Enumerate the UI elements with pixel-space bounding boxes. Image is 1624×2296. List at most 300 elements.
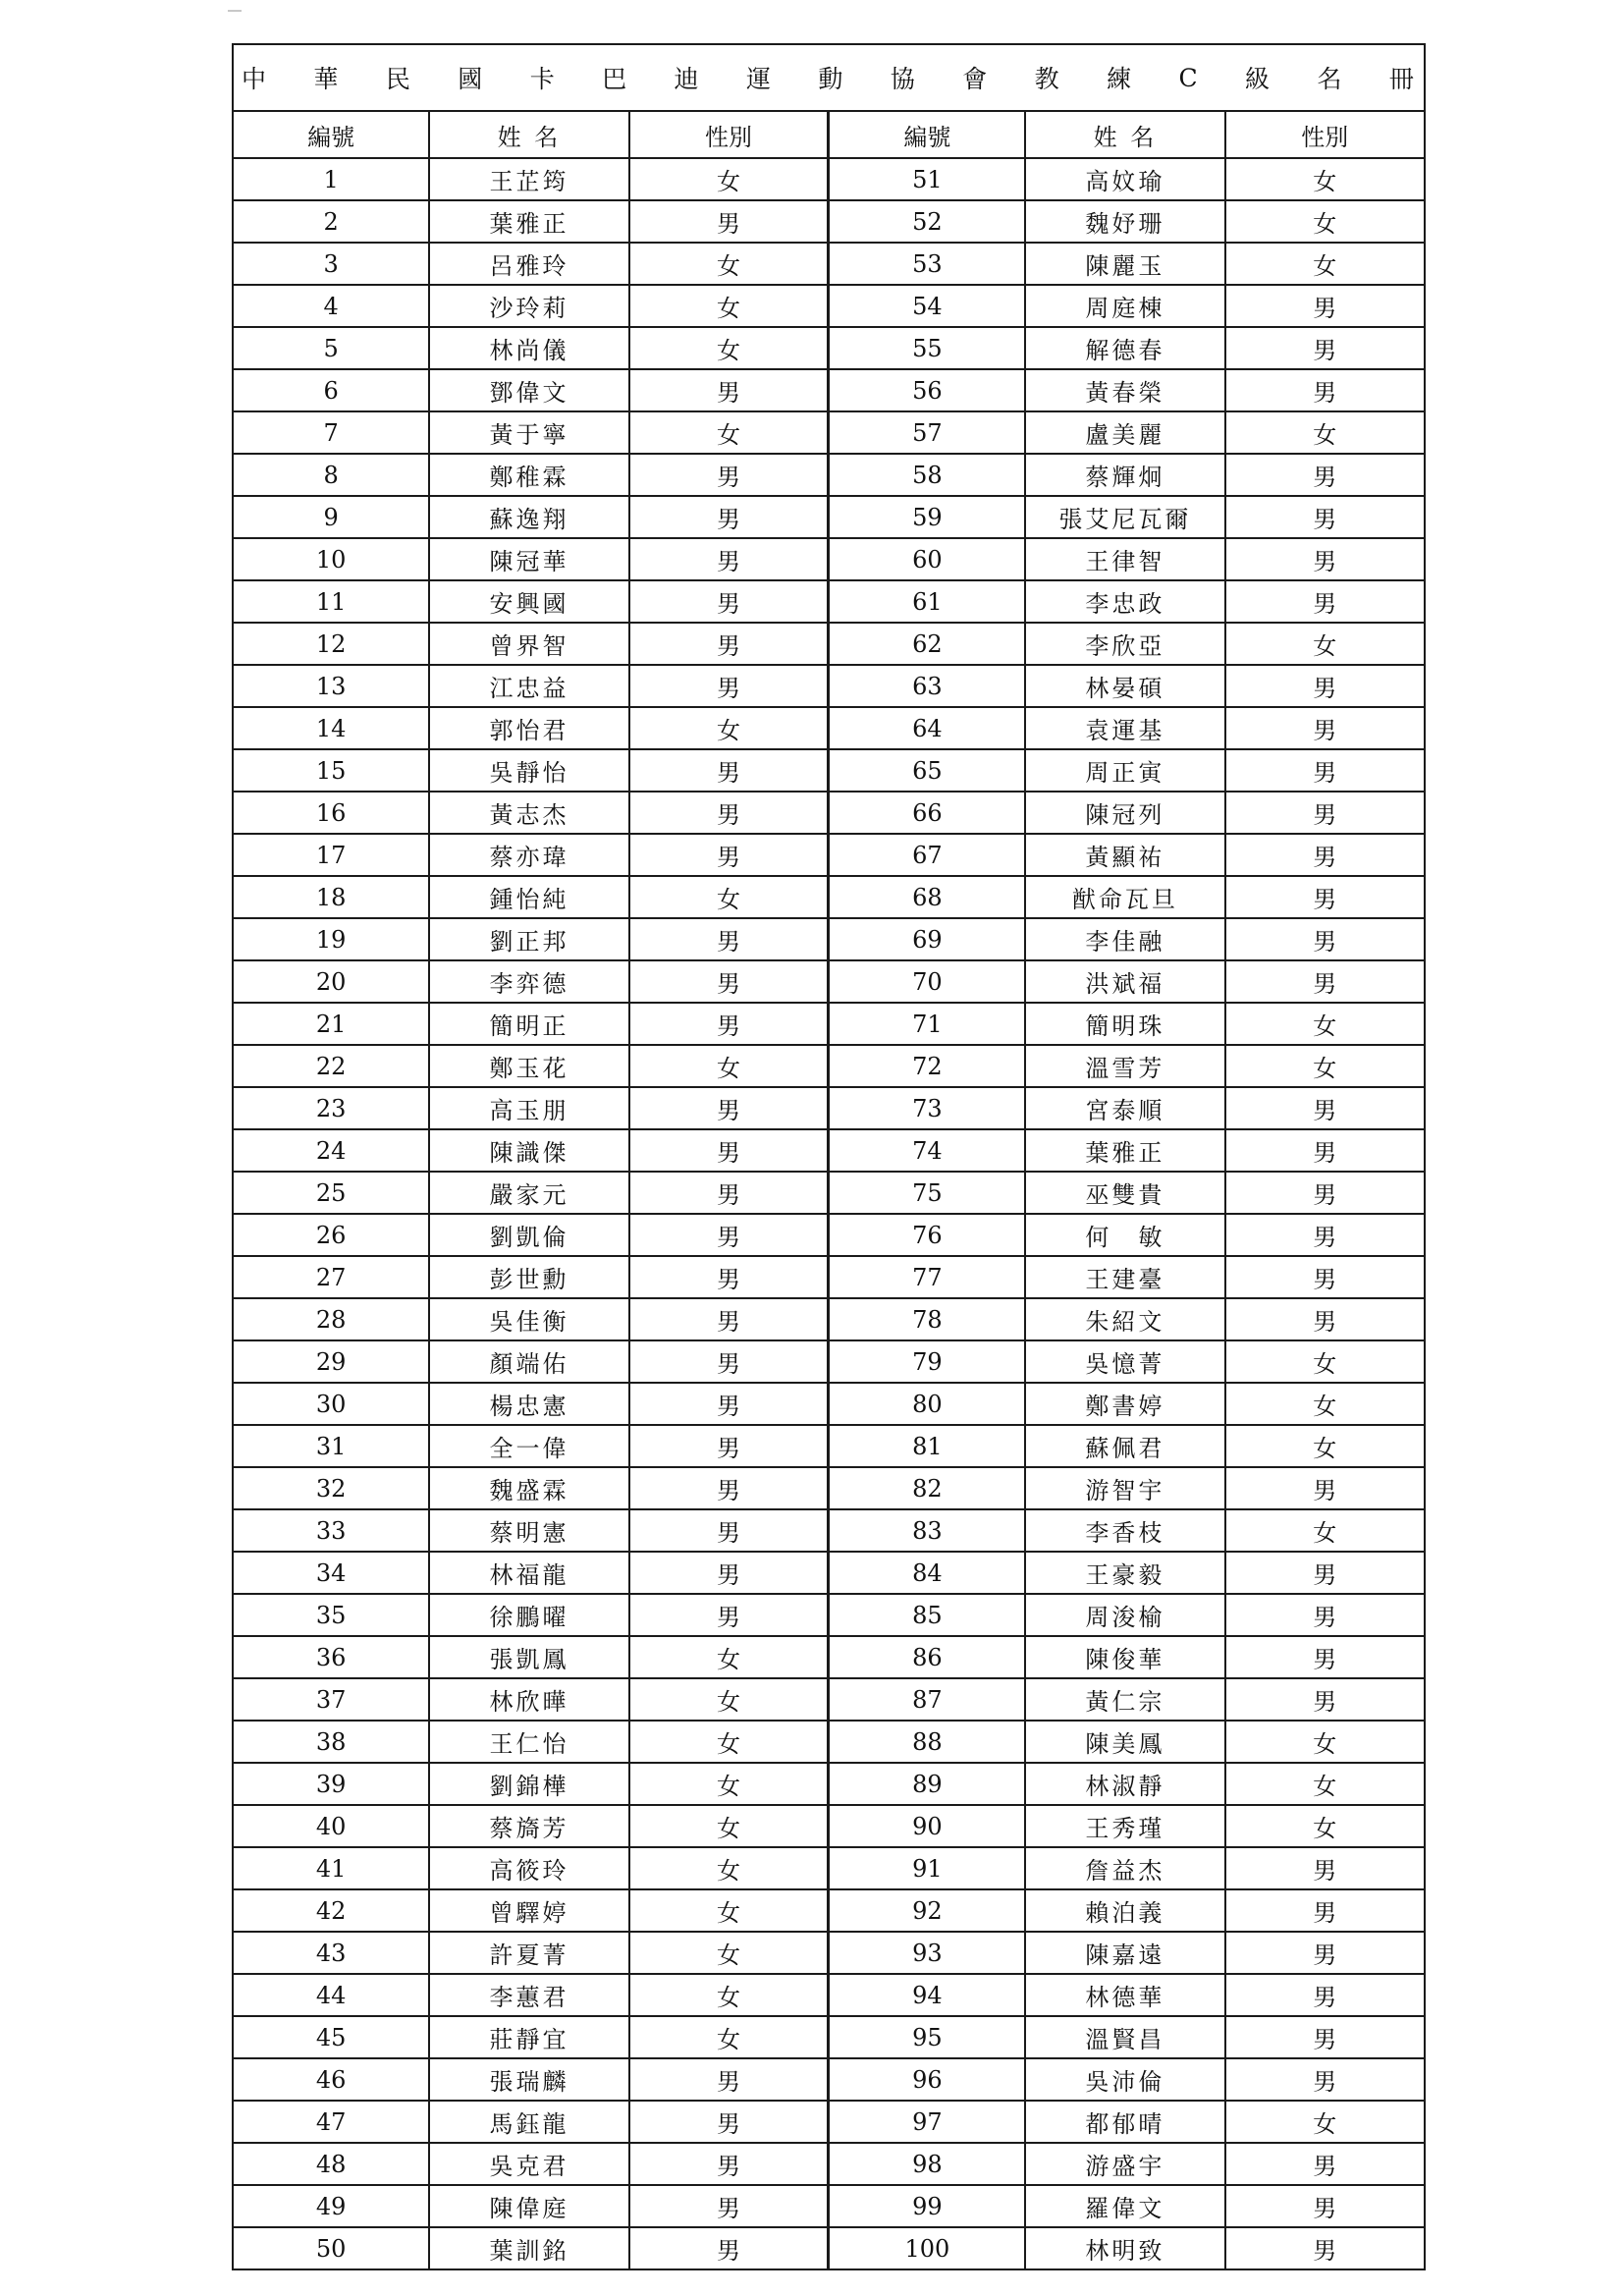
entry-name: 嚴家元 [429, 1172, 628, 1214]
scan-mark [228, 10, 242, 12]
table-row [233, 2185, 1425, 2227]
entry-gender: 男 [629, 2058, 829, 2101]
entry-gender: 男 [1225, 1636, 1425, 1678]
entry-name: 蔡明憲 [429, 1509, 628, 1552]
entry-number: 58 [829, 454, 1025, 496]
table-row [233, 2143, 1425, 2185]
entry-gender: 男 [1225, 1214, 1425, 1256]
entry-number: 6 [233, 369, 429, 411]
entry-gender: 男 [629, 792, 829, 834]
header-gender-left: 性別 [629, 111, 829, 158]
table-row [233, 2101, 1425, 2143]
column-header-row [233, 111, 1425, 158]
entry-name: 黃志杰 [429, 792, 628, 834]
entry-number: 88 [829, 1721, 1025, 1763]
entry-number: 56 [829, 369, 1025, 411]
entry-name: 顏端佑 [429, 1340, 628, 1383]
entry-number: 51 [829, 158, 1025, 200]
entry-gender: 男 [629, 834, 829, 876]
entry-gender: 男 [629, 1087, 829, 1129]
entry-number: 89 [829, 1763, 1025, 1805]
entry-name: 溫雪芳 [1025, 1045, 1224, 1087]
entry-number: 32 [233, 1467, 429, 1509]
entry-gender: 男 [1225, 327, 1425, 369]
document-title [233, 44, 1425, 111]
entry-number: 53 [829, 243, 1025, 285]
entry-gender: 女 [629, 285, 829, 327]
table-row [233, 454, 1425, 496]
entry-number: 92 [829, 1889, 1025, 1932]
entry-number: 97 [829, 2101, 1025, 2143]
table-row [233, 285, 1425, 327]
entry-gender: 男 [1225, 1678, 1425, 1721]
entry-gender: 男 [629, 1467, 829, 1509]
entry-gender: 男 [629, 1003, 829, 1045]
entry-name: 巫雙貴 [1025, 1172, 1224, 1214]
entry-number: 80 [829, 1383, 1025, 1425]
entry-gender: 女 [629, 1974, 829, 2016]
title-char: 動 [818, 65, 843, 93]
entry-number: 46 [233, 2058, 429, 2101]
entry-number: 44 [233, 1974, 429, 2016]
entry-name: 林福龍 [429, 1552, 628, 1594]
entry-name: 陳冠列 [1025, 792, 1224, 834]
entry-gender: 男 [1225, 2185, 1425, 2227]
table-row [233, 1763, 1425, 1805]
entry-name: 李香枝 [1025, 1509, 1224, 1552]
table-row [233, 1003, 1425, 1045]
entry-number: 2 [233, 200, 429, 243]
entry-name: 蘇佩君 [1025, 1425, 1224, 1467]
entry-number: 21 [233, 1003, 429, 1045]
entry-gender: 男 [629, 2101, 829, 2143]
header-name-right: 姓 名 [1025, 111, 1224, 158]
entry-name: 鄭玉花 [429, 1045, 628, 1087]
entry-gender: 女 [1225, 623, 1425, 665]
entry-name: 林淑靜 [1025, 1763, 1224, 1805]
entry-name: 陳識傑 [429, 1129, 628, 1172]
entry-number: 26 [233, 1214, 429, 1256]
entry-gender: 男 [629, 1425, 829, 1467]
entry-gender: 男 [1225, 960, 1425, 1003]
entry-gender: 男 [629, 200, 829, 243]
table-row [233, 1594, 1425, 1636]
entry-number: 7 [233, 411, 429, 454]
entry-number: 22 [233, 1045, 429, 1087]
table-row [233, 1172, 1425, 1214]
entry-gender: 男 [1225, 2058, 1425, 2101]
title-char: 華 [313, 65, 339, 93]
entry-gender: 男 [1225, 285, 1425, 327]
entry-gender: 女 [629, 1889, 829, 1932]
entry-gender: 男 [629, 454, 829, 496]
entry-gender: 女 [629, 1678, 829, 1721]
entry-gender: 女 [1225, 158, 1425, 200]
entry-name: 鄭稚霖 [429, 454, 628, 496]
entry-name: 李蕙君 [429, 1974, 628, 2016]
entry-name: 王豪毅 [1025, 1552, 1224, 1594]
entry-number: 96 [829, 2058, 1025, 2101]
entry-gender: 男 [1225, 1594, 1425, 1636]
entry-gender: 女 [629, 707, 829, 749]
entry-number: 37 [233, 1678, 429, 1721]
title-char: 級 [1245, 65, 1271, 93]
entry-gender: 男 [1225, 1889, 1425, 1932]
entry-gender: 男 [1225, 707, 1425, 749]
entry-gender: 女 [1225, 1721, 1425, 1763]
entry-number: 85 [829, 1594, 1025, 1636]
entry-name: 鄧偉文 [429, 369, 628, 411]
table-row [233, 1552, 1425, 1594]
entry-gender: 女 [629, 1636, 829, 1678]
entry-gender: 女 [1225, 2101, 1425, 2143]
entry-name: 林晏碩 [1025, 665, 1224, 707]
entry-gender: 男 [1225, 1467, 1425, 1509]
entry-number: 38 [233, 1721, 429, 1763]
entry-name: 王芷筠 [429, 158, 628, 200]
entry-name: 溫賢昌 [1025, 2016, 1224, 2058]
entry-gender: 女 [629, 1847, 829, 1889]
entry-gender: 女 [629, 876, 829, 918]
entry-name: 陳俊華 [1025, 1636, 1224, 1678]
entry-number: 17 [233, 834, 429, 876]
entry-name: 陳麗玉 [1025, 243, 1224, 285]
entry-gender: 男 [1225, 1847, 1425, 1889]
title-char: 練 [1107, 65, 1132, 93]
entry-name: 林明致 [1025, 2227, 1224, 2269]
entry-name: 朱紹文 [1025, 1298, 1224, 1340]
entry-gender: 男 [1225, 876, 1425, 918]
entry-gender: 男 [629, 960, 829, 1003]
entry-name: 李欣亞 [1025, 623, 1224, 665]
entry-number: 67 [829, 834, 1025, 876]
entry-gender: 男 [1225, 749, 1425, 792]
entry-number: 54 [829, 285, 1025, 327]
table-row [233, 749, 1425, 792]
entry-number: 78 [829, 1298, 1025, 1340]
entry-name: 賴泊義 [1025, 1889, 1224, 1932]
entry-name: 何 敏 [1025, 1214, 1224, 1256]
entry-name: 李弈德 [429, 960, 628, 1003]
title-char: 國 [458, 65, 483, 93]
entry-name: 蔡亦瑋 [429, 834, 628, 876]
entry-number: 24 [233, 1129, 429, 1172]
table-row [233, 834, 1425, 876]
title-char: 運 [745, 65, 771, 93]
entry-gender: 男 [629, 1340, 829, 1383]
table-row [233, 1636, 1425, 1678]
entry-gender: 男 [629, 1552, 829, 1594]
table-row [233, 1340, 1425, 1383]
table-row [233, 200, 1425, 243]
entry-number: 31 [233, 1425, 429, 1467]
table-row [233, 1467, 1425, 1509]
entry-name: 簡明正 [429, 1003, 628, 1045]
entry-number: 63 [829, 665, 1025, 707]
entry-name: 林欣曄 [429, 1678, 628, 1721]
entry-number: 45 [233, 2016, 429, 2058]
entry-gender: 男 [1225, 1087, 1425, 1129]
entry-number: 81 [829, 1425, 1025, 1467]
entry-number: 23 [233, 1087, 429, 1129]
table-row [233, 1383, 1425, 1425]
table-row [233, 1974, 1425, 2016]
entry-gender: 男 [1225, 2016, 1425, 2058]
entry-name: 黃顯祐 [1025, 834, 1224, 876]
entry-number: 19 [233, 918, 429, 960]
entry-number: 33 [233, 1509, 429, 1552]
entry-gender: 男 [629, 918, 829, 960]
title-char: 會 [962, 65, 988, 93]
entry-name: 宮泰順 [1025, 1087, 1224, 1129]
entry-gender: 男 [629, 1129, 829, 1172]
entry-number: 95 [829, 2016, 1025, 2058]
table-row [233, 1847, 1425, 1889]
header-name-left: 姓 名 [429, 111, 628, 158]
entry-gender: 男 [1225, 580, 1425, 623]
entry-gender: 女 [629, 243, 829, 285]
entry-number: 20 [233, 960, 429, 1003]
table-row [233, 1889, 1425, 1932]
entry-gender: 男 [629, 623, 829, 665]
entry-gender: 女 [629, 158, 829, 200]
entry-name: 王仁怡 [429, 1721, 628, 1763]
entry-gender: 男 [629, 1383, 829, 1425]
header-number-right: 編號 [829, 111, 1025, 158]
entry-gender: 女 [1225, 1045, 1425, 1087]
table-row [233, 707, 1425, 749]
entry-name: 高筱玲 [429, 1847, 628, 1889]
title-char: 迪 [674, 65, 699, 93]
entry-name: 江忠益 [429, 665, 628, 707]
entry-number: 47 [233, 2101, 429, 2143]
entry-name: 吳靜怡 [429, 749, 628, 792]
entry-number: 30 [233, 1383, 429, 1425]
entry-gender: 男 [629, 1594, 829, 1636]
table-row [233, 1425, 1425, 1467]
table-row [233, 1087, 1425, 1129]
table-row [233, 158, 1425, 200]
entry-gender: 女 [1225, 1340, 1425, 1383]
entry-gender: 女 [1225, 1383, 1425, 1425]
entry-gender: 男 [629, 580, 829, 623]
entry-number: 35 [233, 1594, 429, 1636]
entry-name: 吳沛倫 [1025, 2058, 1224, 2101]
entry-name: 洪斌福 [1025, 960, 1224, 1003]
entry-gender: 男 [1225, 1298, 1425, 1340]
entry-number: 69 [829, 918, 1025, 960]
title-char: 教 [1034, 65, 1059, 93]
entry-name: 黃仁宗 [1025, 1678, 1224, 1721]
entry-number: 90 [829, 1805, 1025, 1847]
coach-roster-table [232, 43, 1426, 2270]
entry-number: 84 [829, 1552, 1025, 1594]
entry-name: 陳嘉遠 [1025, 1932, 1224, 1974]
entry-name: 鄭書婷 [1025, 1383, 1224, 1425]
entry-gender: 男 [629, 2227, 829, 2269]
entry-number: 16 [233, 792, 429, 834]
entry-number: 71 [829, 1003, 1025, 1045]
entry-number: 28 [233, 1298, 429, 1340]
entry-name: 陳冠華 [429, 538, 628, 580]
entry-name: 吳克君 [429, 2143, 628, 2185]
entry-gender: 男 [629, 1509, 829, 1552]
entry-number: 50 [233, 2227, 429, 2269]
entry-name: 安興國 [429, 580, 628, 623]
title-char: 名 [1317, 65, 1342, 93]
entry-gender: 男 [1225, 1932, 1425, 1974]
entry-name: 蔡旖芳 [429, 1805, 628, 1847]
entry-number: 68 [829, 876, 1025, 918]
entry-number: 5 [233, 327, 429, 369]
entry-name: 黃春榮 [1025, 369, 1224, 411]
entry-number: 70 [829, 960, 1025, 1003]
table-row [233, 918, 1425, 960]
entry-name: 黃于寧 [429, 411, 628, 454]
entry-name: 王律智 [1025, 538, 1224, 580]
entry-gender: 女 [629, 1805, 829, 1847]
entry-number: 79 [829, 1340, 1025, 1383]
entry-gender: 女 [1225, 1509, 1425, 1552]
entry-name: 劉正邦 [429, 918, 628, 960]
entry-name: 袁運基 [1025, 707, 1224, 749]
entry-name: 莊靜宜 [429, 2016, 628, 2058]
entry-gender: 女 [1225, 1805, 1425, 1847]
entry-name: 彭世勳 [429, 1256, 628, 1298]
table-row [233, 1045, 1425, 1087]
entry-number: 42 [233, 1889, 429, 1932]
table-row [233, 1298, 1425, 1340]
entry-gender: 女 [629, 411, 829, 454]
entry-number: 74 [829, 1129, 1025, 1172]
table-row [233, 1256, 1425, 1298]
entry-name: 馬鈺龍 [429, 2101, 628, 2143]
entry-number: 40 [233, 1805, 429, 1847]
entry-number: 55 [829, 327, 1025, 369]
entry-gender: 男 [629, 1214, 829, 1256]
entry-number: 86 [829, 1636, 1025, 1678]
entry-number: 39 [233, 1763, 429, 1805]
entry-name: 沙玲莉 [429, 285, 628, 327]
entry-number: 62 [829, 623, 1025, 665]
entry-name: 周正寅 [1025, 749, 1224, 792]
entry-number: 18 [233, 876, 429, 918]
entry-name: 都郁晴 [1025, 2101, 1224, 2143]
entry-gender: 男 [629, 665, 829, 707]
entry-name: 王秀瑾 [1025, 1805, 1224, 1847]
title-char: 協 [890, 65, 915, 93]
entry-gender: 男 [1225, 2143, 1425, 2185]
table-row [233, 1721, 1425, 1763]
entry-gender: 男 [629, 496, 829, 538]
entry-number: 87 [829, 1678, 1025, 1721]
entry-name: 徐鵬曜 [429, 1594, 628, 1636]
entry-number: 94 [829, 1974, 1025, 2016]
table-row [233, 2016, 1425, 2058]
entry-name: 陳偉庭 [429, 2185, 628, 2227]
entry-gender: 男 [1225, 665, 1425, 707]
entry-number: 59 [829, 496, 1025, 538]
entry-name: 蔡輝炯 [1025, 454, 1224, 496]
table-row [233, 792, 1425, 834]
entry-name: 曾驛婷 [429, 1889, 628, 1932]
entry-number: 14 [233, 707, 429, 749]
entry-gender: 男 [1225, 1172, 1425, 1214]
entry-number: 3 [233, 243, 429, 285]
table-row [233, 1509, 1425, 1552]
entry-gender: 女 [1225, 1763, 1425, 1805]
entry-gender: 女 [1225, 1425, 1425, 1467]
entry-number: 29 [233, 1340, 429, 1383]
entry-gender: 女 [1225, 200, 1425, 243]
entry-name: 林德華 [1025, 1974, 1224, 2016]
entry-number: 15 [233, 749, 429, 792]
entry-name: 高妏瑜 [1025, 158, 1224, 200]
entry-number: 13 [233, 665, 429, 707]
entry-number: 72 [829, 1045, 1025, 1087]
entry-name: 楊忠憲 [429, 1383, 628, 1425]
entry-name: 魏妤珊 [1025, 200, 1224, 243]
entry-number: 1 [233, 158, 429, 200]
entry-name: 張凱鳳 [429, 1636, 628, 1678]
table-row [233, 2227, 1425, 2269]
entry-name: 簡明珠 [1025, 1003, 1224, 1045]
entry-number: 60 [829, 538, 1025, 580]
roster-sheet [232, 43, 1426, 2270]
entry-number: 57 [829, 411, 1025, 454]
entry-gender: 男 [1225, 2227, 1425, 2269]
entry-name: 王建臺 [1025, 1256, 1224, 1298]
entry-number: 100 [829, 2227, 1025, 2269]
entry-name: 周浚榆 [1025, 1594, 1224, 1636]
entry-name: 李忠政 [1025, 580, 1224, 623]
entry-name: 周庭棟 [1025, 285, 1224, 327]
entry-number: 73 [829, 1087, 1025, 1129]
table-row [233, 2058, 1425, 2101]
table-row [233, 876, 1425, 918]
entry-gender: 女 [629, 1932, 829, 1974]
entry-gender: 男 [629, 2143, 829, 2185]
entry-name: 盧美麗 [1025, 411, 1224, 454]
entry-name: 曾界智 [429, 623, 628, 665]
entry-name: 劉凱倫 [429, 1214, 628, 1256]
entry-gender: 男 [1225, 1552, 1425, 1594]
entry-name: 葉雅正 [429, 200, 628, 243]
entry-name: 陳美鳳 [1025, 1721, 1224, 1763]
entry-name: 吳憶菁 [1025, 1340, 1224, 1383]
entry-number: 43 [233, 1932, 429, 1974]
header-number-left: 編號 [233, 111, 429, 158]
entry-number: 91 [829, 1847, 1025, 1889]
entry-gender: 女 [629, 1721, 829, 1763]
entry-gender: 男 [1225, 918, 1425, 960]
entry-number: 82 [829, 1467, 1025, 1509]
entry-gender: 男 [629, 749, 829, 792]
table-row [233, 411, 1425, 454]
entry-number: 64 [829, 707, 1025, 749]
entry-number: 83 [829, 1509, 1025, 1552]
entry-number: 48 [233, 2143, 429, 2185]
title-char: 巴 [602, 65, 627, 93]
title-char: 中 [242, 65, 267, 93]
entry-number: 12 [233, 623, 429, 665]
entry-gender: 男 [629, 1172, 829, 1214]
entry-gender: 男 [1225, 538, 1425, 580]
table-row [233, 1678, 1425, 1721]
entry-number: 4 [233, 285, 429, 327]
entry-number: 8 [233, 454, 429, 496]
table-row [233, 1214, 1425, 1256]
